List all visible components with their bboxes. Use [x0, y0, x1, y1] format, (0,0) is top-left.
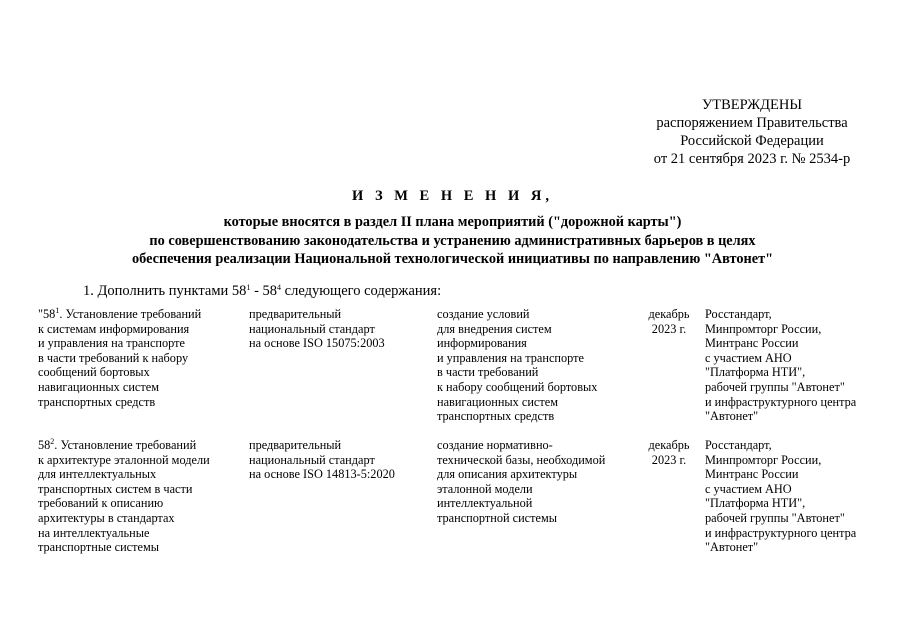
deadline-line: 2023 г.: [651, 452, 687, 467]
result-line: для описания архитектуры: [437, 467, 578, 482]
responsible-line: "Автонет": [705, 409, 759, 424]
responsible-line: Минпромторг России,: [705, 452, 822, 467]
item-name-line: [38, 307, 238, 322]
result-line: и управления на транспорте: [437, 350, 584, 365]
result-line: информирования: [437, 336, 527, 351]
deadline-cell: [644, 307, 694, 336]
deadline-line: декабрь: [648, 307, 690, 321]
responsible-line: Минтранс России: [705, 336, 799, 351]
document-type-cell: [249, 438, 429, 482]
responsible-line: Росстандарт,: [705, 438, 772, 452]
item-name-line: к архитектуре эталонной модели: [38, 452, 210, 467]
result-line: эталонной модели: [437, 481, 533, 496]
item-number: "58: [38, 307, 56, 321]
responsible-line: и инфраструктурного центра: [705, 525, 857, 540]
document-subtitle: [0, 213, 905, 269]
item-name-line: транспортных систем в части: [38, 481, 193, 496]
document-type-line: на основе ISO 15075:2003: [249, 336, 385, 351]
item-name-line: и управления на транспорте: [38, 336, 185, 351]
responsible-line: рабочей группы "Автонет": [705, 379, 845, 394]
result-line: технической базы, необходимой: [437, 452, 606, 467]
approval-block: [620, 96, 884, 168]
intro-paragraph: [83, 283, 441, 300]
document-type-line: предварительный: [249, 438, 342, 452]
document-type-line: национальный стандарт: [249, 321, 375, 336]
result-line: к набору сообщений бортовых: [437, 379, 598, 394]
responsible-line: "Платформа НТИ",: [705, 365, 806, 380]
deadline-cell: [644, 438, 694, 467]
responsible-line: с участием АНО: [705, 350, 792, 365]
result-line: в части требований: [437, 365, 539, 380]
result-line: создание условий: [437, 307, 530, 321]
approval-line: от 21 сентября 2023 г. № 2534-р: [653, 151, 851, 167]
item-name-text: . Установление требований: [54, 438, 197, 452]
subtitle-line: по совершенствованию законодательства и устранению административных барьеров в целях: [149, 232, 756, 249]
responsible-line: "Автонет": [705, 540, 759, 555]
result-line: создание нормативно-: [437, 438, 553, 452]
result-line: транспортных средств: [437, 409, 555, 424]
intro-suffix: следующего содержания:: [281, 283, 442, 299]
document-type-line: предварительный: [249, 307, 342, 321]
item-number: 58: [38, 438, 51, 452]
responsible-line: с участием АНО: [705, 481, 792, 496]
responsible-line: Минтранс России: [705, 467, 799, 482]
item-name-line: для интеллектуальных: [38, 467, 157, 482]
deadline-line: 2023 г.: [651, 321, 687, 336]
responsible-line: рабочей группы "Автонет": [705, 510, 845, 525]
item-name-line: к системам информирования: [38, 321, 190, 336]
intro-prefix: 1. Дополнить пунктами 58: [83, 283, 247, 299]
item-superscript: 2: [50, 437, 55, 446]
subtitle-line: которые вносятся в раздел II плана мероприятий ("дорожной карты"): [223, 214, 682, 230]
item-name-text: . Установление требований: [59, 307, 202, 321]
document-type-cell: [249, 307, 429, 351]
responsible-line: "Платформа НТИ",: [705, 496, 806, 511]
item-name-line: навигационных систем: [38, 379, 159, 394]
result-line: интеллектуальной: [437, 496, 533, 511]
result-line: транспортной системы: [437, 510, 558, 525]
responsible-line: Минпромторг России,: [705, 321, 822, 336]
item-name-line: транспортные системы: [38, 540, 160, 555]
item-name-cell: [38, 307, 238, 409]
result-line: навигационных систем: [437, 394, 558, 409]
item-name-cell: [38, 438, 238, 555]
item-name-line: транспортных средств: [38, 394, 156, 409]
responsible-line: и инфраструктурного центра: [705, 394, 857, 409]
item-name-line: [38, 438, 238, 453]
subtitle-line: обеспечения реализации Национальной технологической инициативы по направлению "Автонет": [131, 251, 774, 267]
responsible-line: Росстандарт,: [705, 307, 772, 321]
intro-superscript: 4: [277, 283, 282, 292]
approval-line: УТВЕРЖДЕНЫ: [701, 97, 803, 113]
intro-middle: - 58: [250, 283, 278, 299]
item-name-line: архитектуры в стандартах: [38, 510, 175, 525]
result-line: для внедрения систем: [437, 321, 552, 336]
document-type-line: национальный стандарт: [249, 452, 375, 467]
item-name-line: в части требований к набору: [38, 350, 189, 365]
item-name-line: на интеллектуальные: [38, 525, 150, 540]
document-type-line: на основе ISO 14813-5:2020: [249, 467, 395, 482]
expected-result-cell: [437, 438, 637, 526]
responsible-cell: [705, 307, 900, 424]
responsible-cell: [705, 438, 900, 555]
item-name-line: сообщений бортовых: [38, 365, 150, 380]
item-superscript: 1: [55, 306, 60, 315]
document-title: И З М Е Н Е Н И Я,: [352, 188, 553, 204]
intro-superscript: 1: [246, 283, 251, 292]
deadline-line: декабрь: [648, 438, 690, 452]
approval-line: распоряжением Правительства: [656, 115, 848, 131]
approval-line: Российской Федерации: [680, 133, 824, 149]
item-name-line: требований к описанию: [38, 496, 164, 511]
expected-result-cell: [437, 307, 637, 424]
